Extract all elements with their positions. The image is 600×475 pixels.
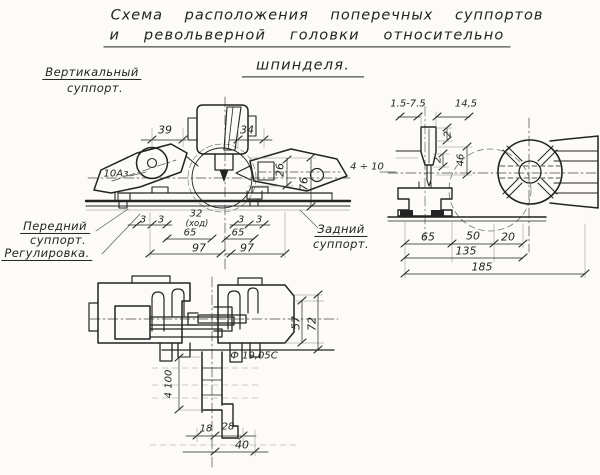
dim-14-5: 14,5 xyxy=(454,98,478,110)
dim-50: 50 xyxy=(466,229,480,243)
dim-135: 135 xyxy=(455,244,477,258)
dim-20: 20 xyxy=(501,230,515,244)
dim-65: 65 xyxy=(421,230,435,244)
dim-57: 57 xyxy=(289,316,303,330)
label-rear-support-line2: суппорт. xyxy=(312,236,370,251)
dim-26: 26 xyxy=(273,163,287,177)
bottom-view-lines xyxy=(89,276,338,468)
dim-76: 76 xyxy=(297,177,311,191)
label-front-support-line2: суппорт. xyxy=(29,232,87,247)
dim-72: 72 xyxy=(305,317,319,331)
dim-2-bottom: 2 xyxy=(432,156,444,164)
title-line-2: и револьверной головки относительно xyxy=(103,28,510,47)
dim-32-note: (ход) xyxy=(185,219,209,229)
dim-32: 32 xyxy=(189,208,203,220)
dim-4-10: 4 ÷ 10 xyxy=(350,161,384,173)
dim-3-1: 3 xyxy=(139,214,147,226)
dim-40: 40 xyxy=(235,438,249,452)
dim-28: 28 xyxy=(221,421,235,433)
dim-97-right: 97 xyxy=(240,241,254,255)
dim-3-2: 3 xyxy=(157,214,165,226)
label-vertical-support-line1: Вертикальный xyxy=(42,66,141,80)
label-adjustment: Регулировка. xyxy=(1,247,92,261)
dim-18: 18 xyxy=(199,423,213,435)
dim-97-left: 97 xyxy=(192,241,206,255)
dim-34: 34 xyxy=(240,123,254,137)
dim-3-4: 3 xyxy=(255,214,263,226)
dim-46: 46 xyxy=(455,153,467,167)
dim-65-left: 65 xyxy=(183,227,197,239)
dim-10az: 10Аз xyxy=(103,168,129,180)
label-rear-support-line1: Задний xyxy=(314,223,367,237)
label-front-support-line1: Передний xyxy=(20,220,90,234)
dim-185: 185 xyxy=(471,260,493,274)
dim-1-5-7-5: 1.5-7.5 xyxy=(390,98,426,110)
dim-65-right: 65 xyxy=(231,227,245,239)
title-line-3: шпинделя. xyxy=(242,58,364,77)
dim-3-3: 3 xyxy=(237,214,245,226)
label-vertical-support-line2: суппорт. xyxy=(66,80,124,95)
title-line-1: Схема расположения поперечных суппортов xyxy=(110,7,544,24)
right-view-lines xyxy=(380,106,599,278)
dim-2-top: 2 xyxy=(442,130,454,138)
dim-39: 39 xyxy=(158,123,172,137)
dim-4-100: 4 100 xyxy=(163,369,175,399)
dim-phi-19-05: Ф 19,05С xyxy=(230,350,278,362)
